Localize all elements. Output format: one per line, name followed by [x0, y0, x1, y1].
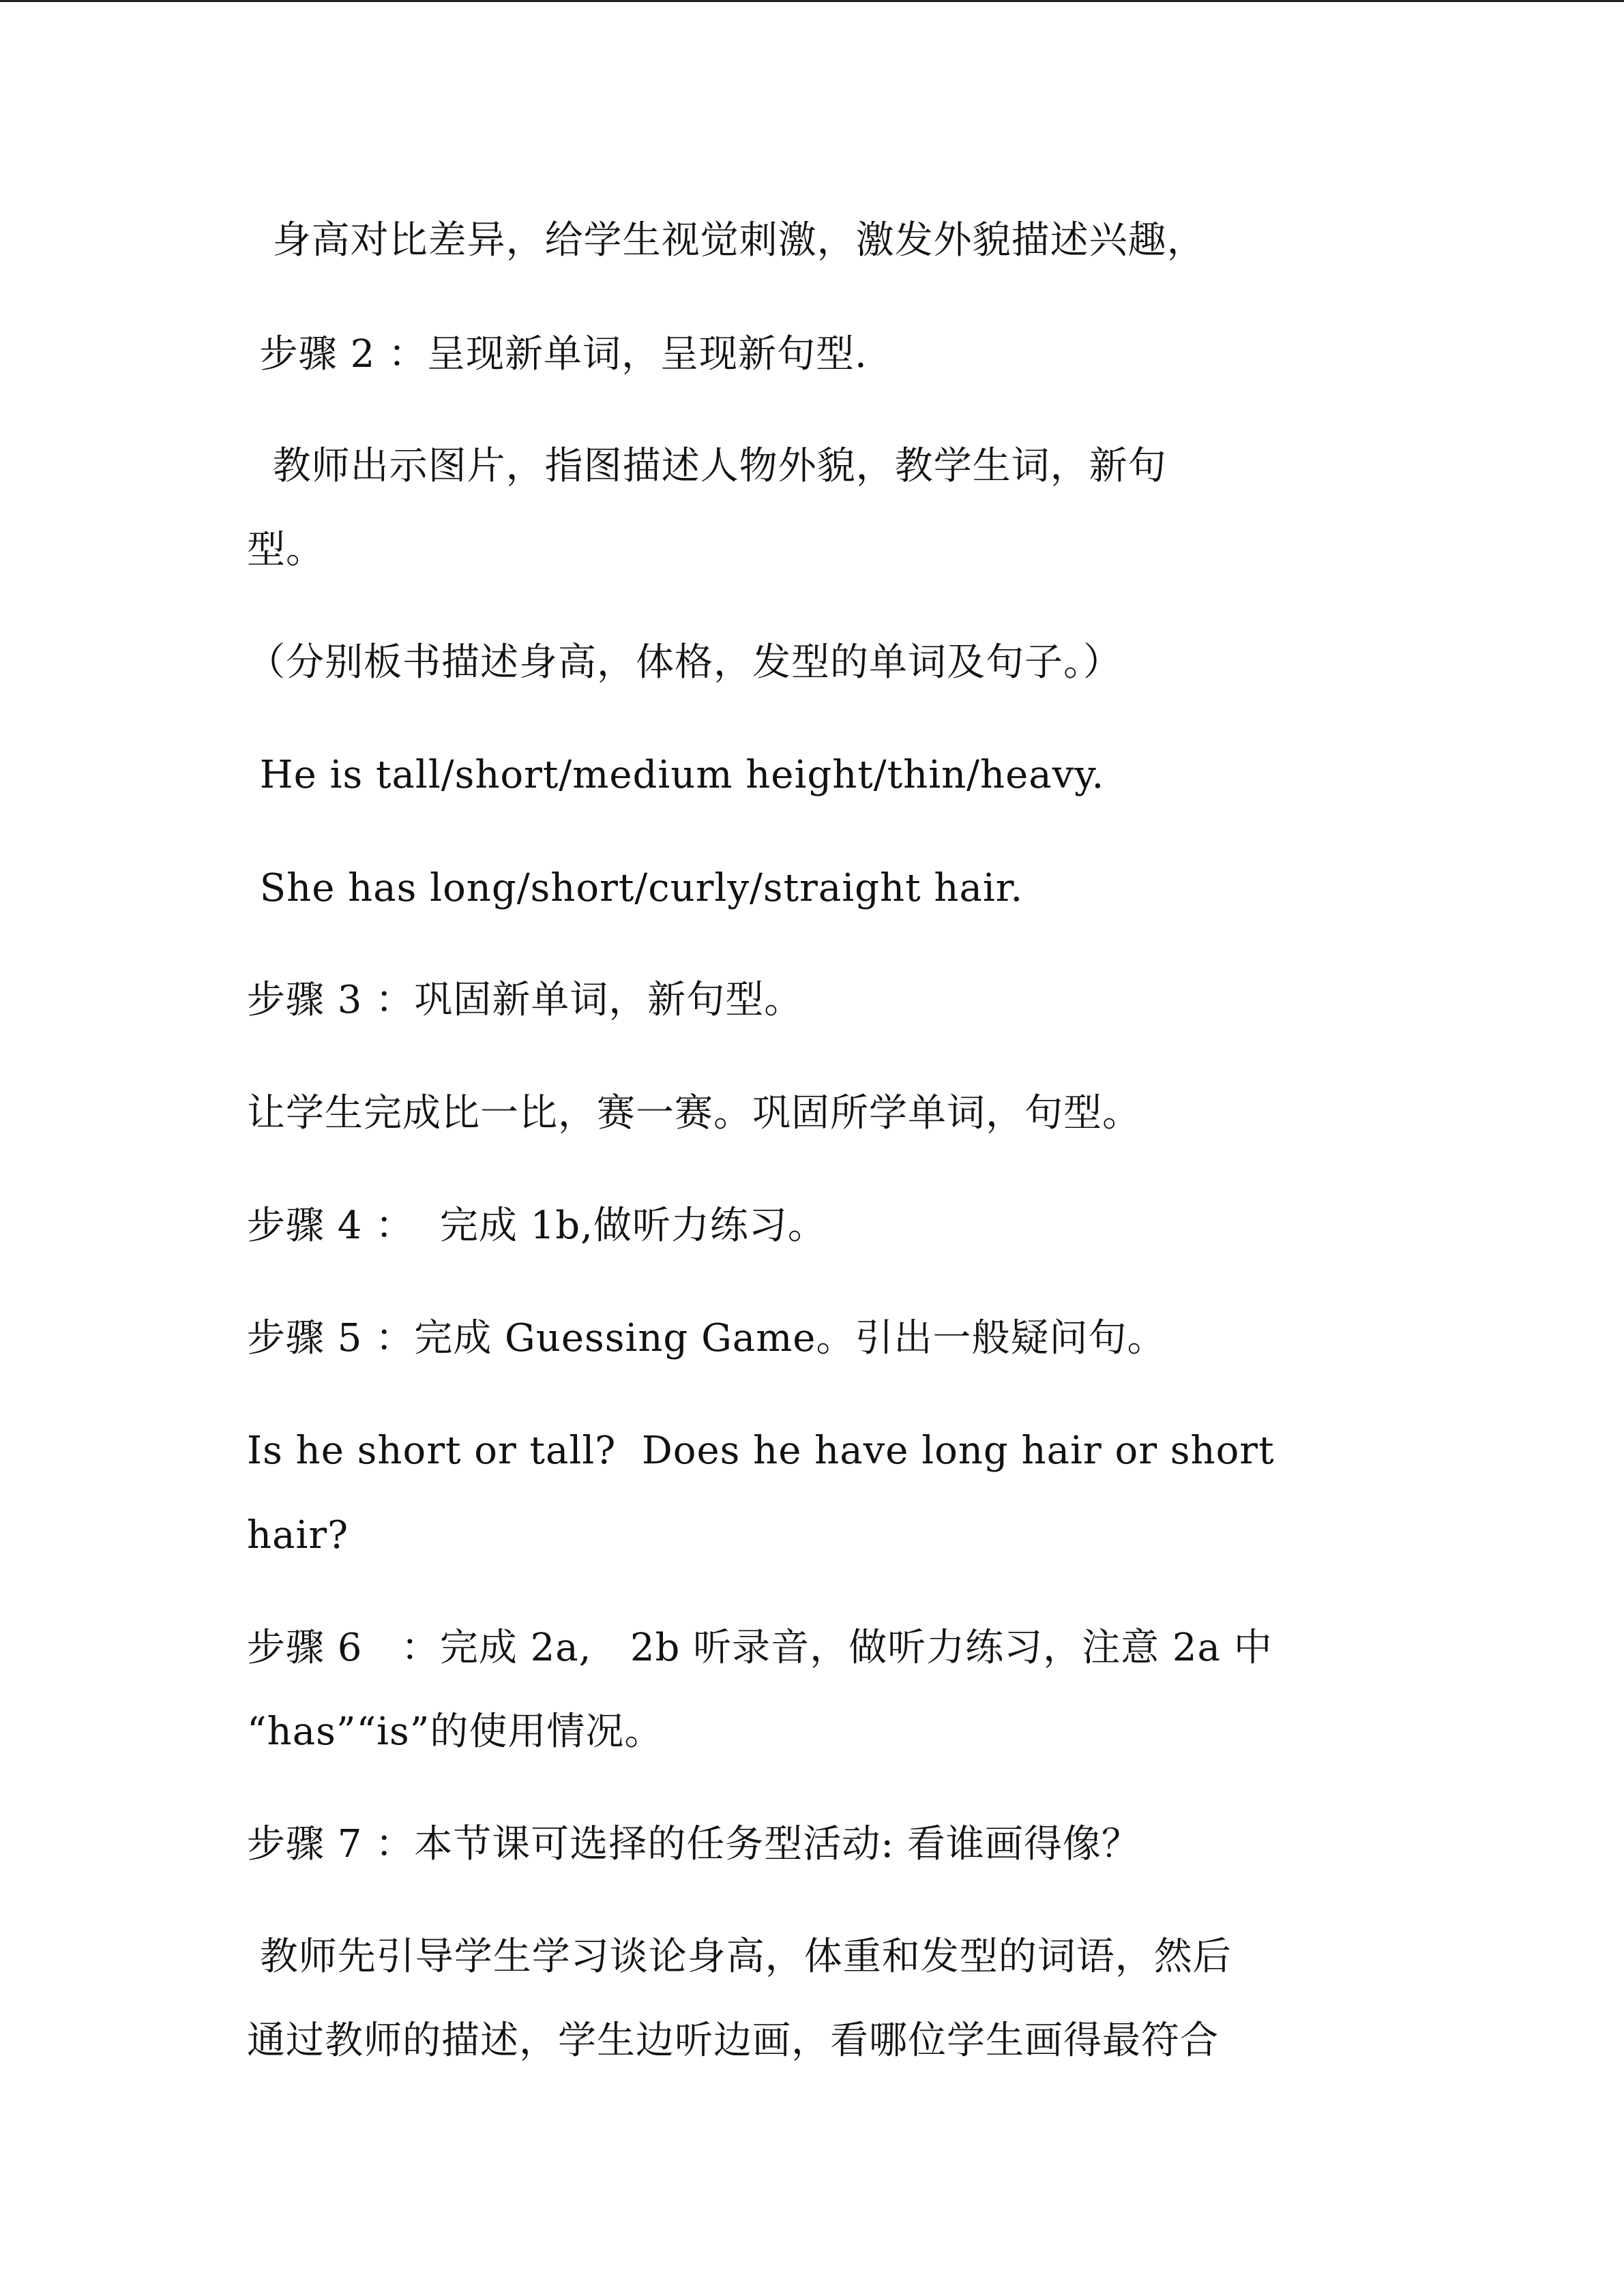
example-question-1: Is he short or tall? Does he have long hair or short [247, 1429, 1275, 1473]
text-line-17: 教师先引导学生学习谈论身高，体重和发型的词语，然后 [247, 1935, 1232, 1979]
example-sentence-2: She has long/short/curly/straight hair. [247, 866, 1024, 910]
step-2-heading: 步骤 2 ：呈现新单词，呈现新句型. [247, 332, 868, 376]
example-question-2: hair? [247, 1513, 349, 1557]
text-line-15: “has”“is”的使用情况。 [247, 1710, 664, 1754]
text-line-3: 教师出示图片，指图描述人物外貌，教学生词，新句 [247, 444, 1167, 488]
step-6-heading: 步骤 6 ：完成 2a, 2b 听录音，做听力练习，注意 2a 中 [247, 1626, 1273, 1670]
text-line-4: 型。 [247, 528, 325, 572]
text-line-18: 通过教师的描述，学生边听边画，看哪位学生画得最符合 [247, 2018, 1219, 2063]
text-line-5: （分别板书描述身高，体格，发型的单词及句子。） [247, 640, 1122, 685]
example-sentence-1: He is tall/short/medium height/thin/heavy. [247, 753, 1105, 797]
step-4-heading: 步骤 4 ： 完成 1b,做听力练习。 [247, 1204, 827, 1248]
text-line-1: 身高对比差异，给学生视觉刺激，激发外貌描述兴趣， [247, 218, 1206, 263]
text-line-9: 让学生完成比一比，赛一赛。巩固所学单词，句型。 [247, 1091, 1141, 1135]
step-3-heading: 步骤 3 ：巩固新单词，新句型。 [247, 978, 803, 1022]
step-5-heading: 步骤 5 ：完成 Guessing Game。引出一般疑问句。 [247, 1316, 1166, 1360]
step-7-heading: 步骤 7 ：本节课可选择的任务型活动: 看谁画得像？ [247, 1822, 1140, 1866]
